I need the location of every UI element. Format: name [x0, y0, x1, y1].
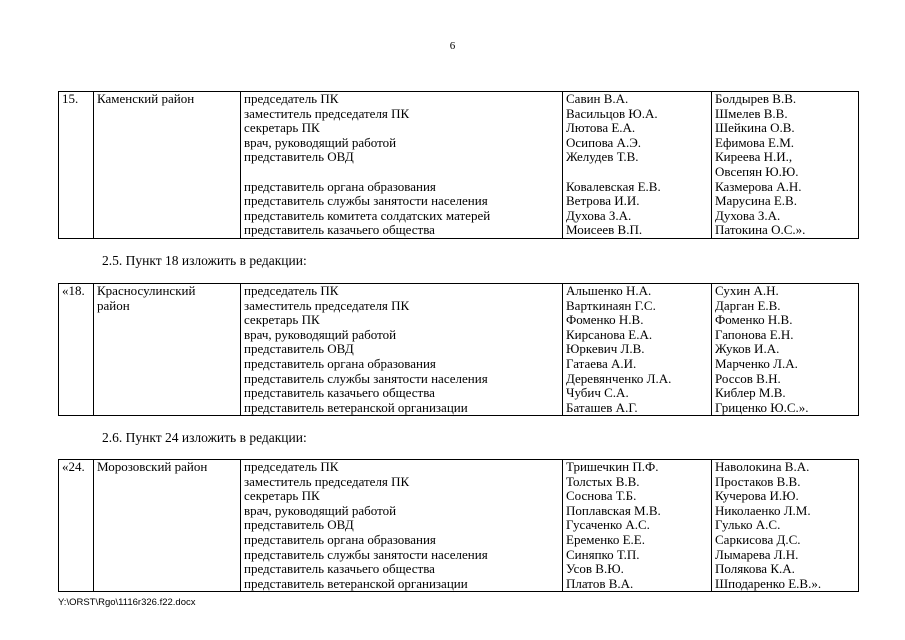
reserves-cell	[712, 460, 859, 592]
members-line	[566, 165, 709, 180]
roles-line: заместитель председателя ПК	[244, 473, 410, 489]
reserves-line: Патокина О.С.».	[715, 222, 806, 238]
reserves-cell	[712, 92, 859, 239]
roles-line: врач, руководящий работой	[244, 326, 397, 342]
reserves-line: Гулько А.С.	[715, 517, 781, 533]
roles-line: представитель органа образования	[244, 355, 436, 371]
reserves-line: Дарган Е.В.	[715, 297, 781, 313]
table-row	[59, 460, 859, 592]
members-line: Лютова Е.А.	[566, 120, 636, 136]
members-line: Гусаченко А.С.	[566, 517, 650, 533]
members-cell	[563, 460, 712, 592]
members-line: Толстых В.В.	[566, 473, 640, 489]
roles-line: представитель органа образования	[244, 531, 436, 547]
table-row	[59, 92, 859, 239]
reserves-line: Марусина Е.В.	[715, 193, 797, 209]
roles-line: представитель комитета солдатских матерей	[244, 207, 491, 223]
members-line: Фоменко Н.В.	[566, 312, 644, 328]
members-line: Синяпко Т.П.	[566, 546, 640, 562]
reserves-line: Кучерова И.Ю.	[715, 488, 799, 504]
reserves-line: Лымарева Л.Н.	[715, 546, 799, 562]
members-line: Платов В.А.	[566, 575, 634, 591]
reserves-line: Ефимова Е.М.	[715, 134, 795, 150]
members-line: Деревянченко Л.А.	[566, 370, 672, 386]
roles-line: секретарь ПК	[244, 312, 320, 328]
members-cell	[563, 284, 712, 416]
table-row	[59, 284, 859, 416]
members-line: Духова З.А.	[566, 207, 632, 223]
members-line: Юркевич Л.В.	[566, 341, 645, 357]
members-line: Варткинаян Г.С.	[566, 297, 656, 313]
roles-line: председатель ПК	[244, 283, 339, 298]
members-line: Кирсанова Е.А.	[566, 326, 653, 342]
page-number: 6	[449, 40, 456, 52]
reserves-line: Фоменко Н.В.	[715, 312, 793, 328]
roles-line: секретарь ПК	[244, 488, 320, 504]
members-line: Савин В.А.	[566, 91, 629, 106]
reserves-line: Гапонова Е.Н.	[715, 326, 794, 342]
paragraph-2-6: 2.6. Пункт 24 изложить в редакции:	[102, 430, 307, 445]
roles-line: представитель казачьего общества	[244, 561, 435, 577]
roles-line: председатель ПК	[244, 459, 339, 474]
reserves-line: Марченко Л.А.	[715, 355, 798, 371]
row-number: 15.	[59, 92, 94, 239]
reserves-line: Киреева Н.И.,	[715, 149, 793, 165]
reserves-line: Полякова К.А.	[715, 561, 795, 577]
reserves-line: Наволокина В.А.	[715, 459, 810, 474]
roles-line: представитель ОВД	[244, 149, 354, 165]
reserves-line: Сухин А.Н.	[715, 283, 779, 298]
roles-line: представитель службы занятости населения	[244, 546, 488, 562]
paragraph-2-5: 2.5. Пункт 18 изложить в редакции:	[102, 253, 307, 268]
roles-line: представитель службы занятости населения	[244, 193, 488, 209]
members-line: Чубич С.А.	[566, 385, 629, 401]
roles-line: заместитель председателя ПК	[244, 297, 410, 313]
roles-cell	[241, 460, 563, 592]
district-cell	[94, 460, 241, 592]
members-line: Васильцов Ю.А.	[566, 105, 658, 121]
roles-line: заместитель председателя ПК	[244, 105, 410, 121]
members-line: Гатаева А.И.	[566, 355, 637, 371]
reserves-line: Саркисова Д.С.	[715, 531, 801, 547]
reserves-line: Простаков В.В.	[715, 473, 801, 489]
roles-cell	[241, 284, 563, 416]
members-line: Моисеев В.П.	[566, 222, 643, 238]
district-line: Морозовский район	[97, 459, 208, 474]
district-table-24	[58, 459, 859, 592]
roles-line: представитель органа образования	[244, 178, 436, 194]
members-line: Альшенко Н.А.	[566, 283, 652, 298]
roles-line: представитель службы занятости населения	[244, 370, 488, 386]
roles-line: председатель ПК	[244, 91, 339, 106]
roles-line: врач, руководящий работой	[244, 502, 397, 518]
reserves-line: Жуков И.А.	[715, 341, 780, 357]
reserves-line: Россов В.Н.	[715, 370, 781, 386]
members-cell	[563, 92, 712, 239]
roles-line: представитель ветеранской организации	[244, 399, 468, 415]
roles-line: представитель ОВД	[244, 517, 354, 533]
roles-line: представитель казачьего общества	[244, 222, 435, 238]
members-line: Ветрова И.И.	[566, 193, 640, 209]
district-line: Каменский район	[97, 91, 195, 106]
roles-line: представитель казачьего общества	[244, 385, 435, 401]
district-table-18	[58, 283, 859, 416]
roles-cell	[241, 92, 563, 239]
reserves-line: Николаенко Л.М.	[715, 502, 811, 518]
district-line: Красносулинский	[97, 283, 196, 298]
row-number: «24.	[59, 460, 94, 592]
reserves-line: Шмелев В.В.	[715, 105, 788, 121]
district-line: район	[97, 297, 130, 313]
reserves-line: Шейкина О.В.	[715, 120, 795, 136]
reserves-line: Гриценко Ю.С.».	[715, 399, 809, 415]
roles-line: врач, руководящий работой	[244, 134, 397, 150]
reserves-line: Духова З.А.	[715, 207, 781, 223]
members-line: Ковалевская Е.В.	[566, 178, 661, 194]
roles-line	[244, 165, 560, 180]
members-line: Еременко Е.Е.	[566, 531, 645, 547]
file-path-footer: Y:\ORST\Rgo\1116r326.f22.docx	[58, 597, 196, 608]
reserves-line: Овсепян Ю.Ю.	[715, 163, 799, 179]
members-line: Осипова А.Э.	[566, 134, 642, 150]
reserves-cell	[712, 284, 859, 416]
district-cell	[94, 284, 241, 416]
members-line: Баташев А.Г.	[566, 399, 638, 415]
reserves-line: Шподаренко Е.В.».	[715, 575, 822, 591]
reserves-line: Киблер М.В.	[715, 385, 786, 401]
members-line: Тришечкин П.Ф.	[566, 459, 659, 474]
reserves-line: Болдырев В.В.	[715, 91, 797, 106]
roles-line: представитель ветеранской организации	[244, 575, 468, 591]
reserves-line: Казмерова А.Н.	[715, 178, 802, 194]
roles-line: секретарь ПК	[244, 120, 320, 136]
members-line: Соснова Т.Б.	[566, 488, 637, 504]
district-cell	[94, 92, 241, 239]
district-table-15	[58, 91, 859, 239]
row-number: «18.	[59, 284, 94, 416]
roles-line: представитель ОВД	[244, 341, 354, 357]
members-line: Желудев Т.В.	[566, 149, 639, 165]
members-line: Поплавская М.В.	[566, 502, 661, 518]
members-line: Усов В.Ю.	[566, 561, 624, 577]
